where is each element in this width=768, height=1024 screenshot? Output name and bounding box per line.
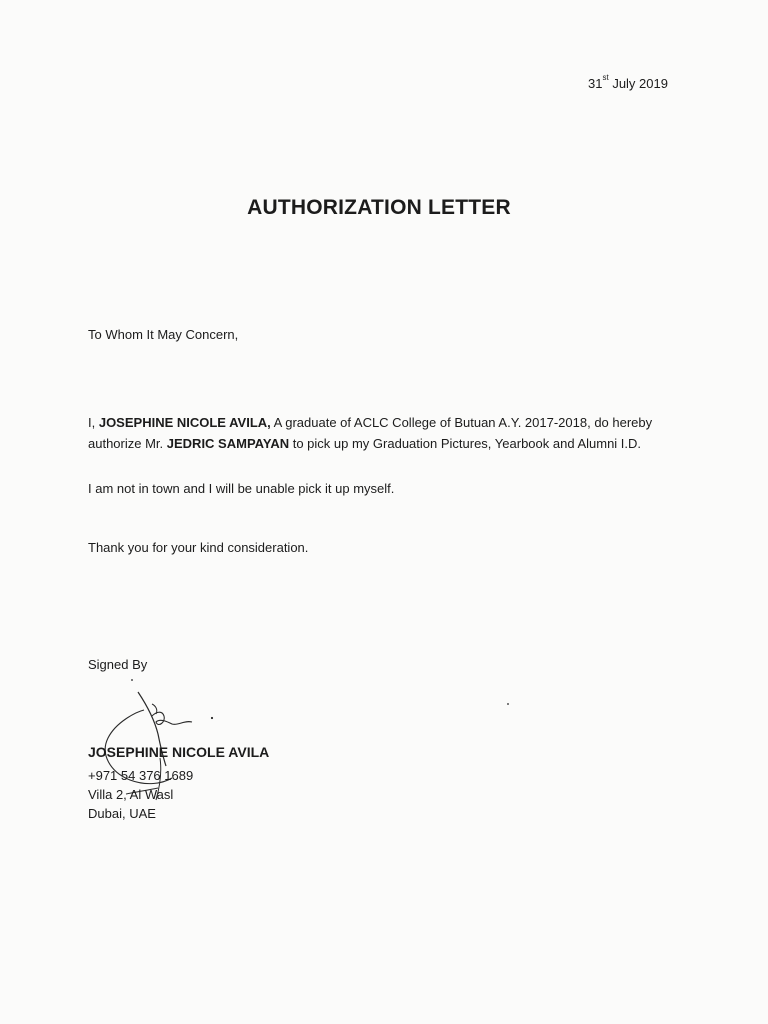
signatory-phone: +971 54 376 1689 [88,768,194,783]
date-day: 31 [588,76,603,91]
signatory-address-line-2: Dubai, UAE [88,806,156,821]
signatory-name: JOSEPHINE NICOLE AVILA [88,744,270,760]
p1-authorized-person: JEDRIC SAMPAYAN [166,436,290,451]
thanks-line: Thank you for your kind consideration. [88,540,309,555]
p1-intro: I, [88,415,99,430]
salutation: To Whom It May Concern, [88,327,239,342]
letter-title: AUTHORIZATION LETTER [247,196,511,219]
p1-middle: A graduate of ACLC College of Butuan A.Y. 2017-2018, do hereby authorize Mr. [88,415,653,451]
date-suffix: st [602,73,609,82]
body-paragraph-1 [88,412,688,454]
p1-end: to pick up my Graduation Pictures, Yearbook and Alumni I.D. [289,436,642,451]
p1-grantor-name: JOSEPHINE NICOLE AVILA, [98,415,271,430]
letter-date [588,73,668,91]
signed-by-label: Signed By [88,657,148,672]
date-month-year: July 2019 [608,76,668,91]
scan-speck [507,703,509,705]
body-paragraph-2: I am not in town and I will be unable pick it up myself. [88,481,395,496]
signatory-address-line-1: Villa 2, Al Wasl [88,787,174,802]
scan-speck [131,679,133,681]
